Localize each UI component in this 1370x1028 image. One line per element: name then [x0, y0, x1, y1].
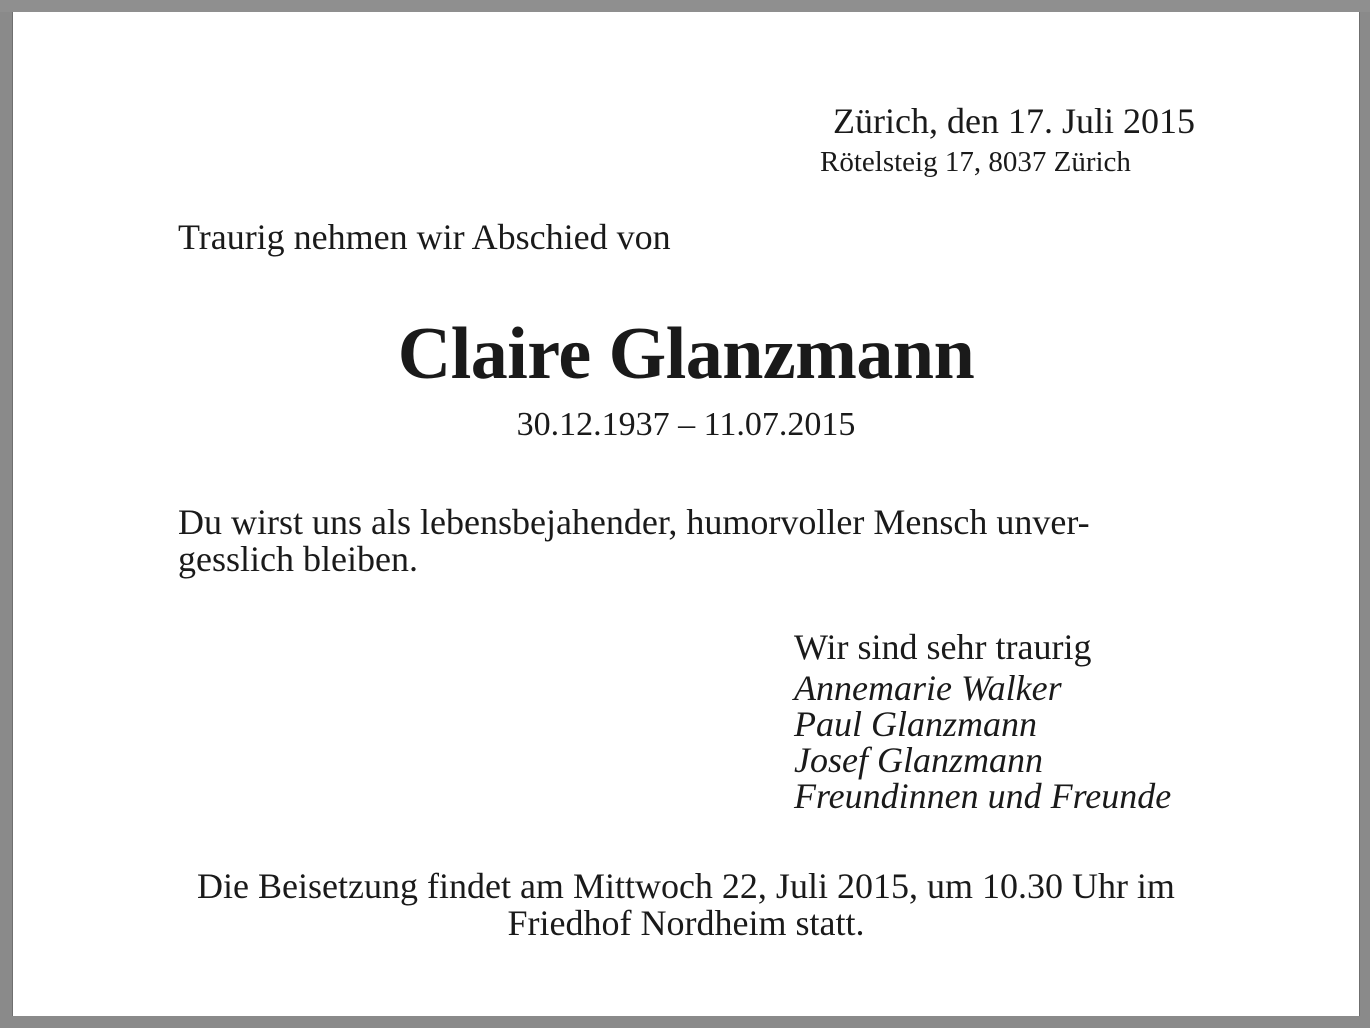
- address-line: Rötelsteig 17, 8037 Zürich: [820, 146, 1131, 178]
- message-line: Du wirst uns als lebensbejahender, humorvoller Mensch unver-: [178, 502, 1090, 542]
- mourner-name: Annemarie Walker: [794, 668, 1062, 708]
- mourners-list: [794, 670, 1171, 814]
- date-line: Zürich, den 17. Juli 2015: [833, 101, 1195, 141]
- funeral-line: Die Beisetzung findet am Mittwoch 22, Juli 2015, um 10.30 Uhr im: [197, 866, 1175, 906]
- window-top-bar: [0, 0, 1370, 12]
- memorial-message: [178, 504, 1090, 578]
- funeral-info: [13, 868, 1359, 942]
- mourner-name: Freundinnen und Freunde: [794, 776, 1172, 816]
- message-line: gesslich bleiben.: [178, 539, 418, 579]
- funeral-line: Friedhof Nordheim statt.: [507, 903, 865, 943]
- signoff-text: Wir sind sehr traurig: [794, 627, 1092, 667]
- life-dates: 30.12.1937 – 11.07.2015: [516, 406, 856, 443]
- mourner-name: Josef Glanzmann: [794, 740, 1043, 780]
- obituary-page: [12, 12, 1360, 1016]
- mourner-name: Paul Glanzmann: [794, 704, 1037, 744]
- deceased-name: Claire Glanzmann: [397, 313, 975, 395]
- intro-text: Traurig nehmen wir Abschied von: [178, 217, 671, 257]
